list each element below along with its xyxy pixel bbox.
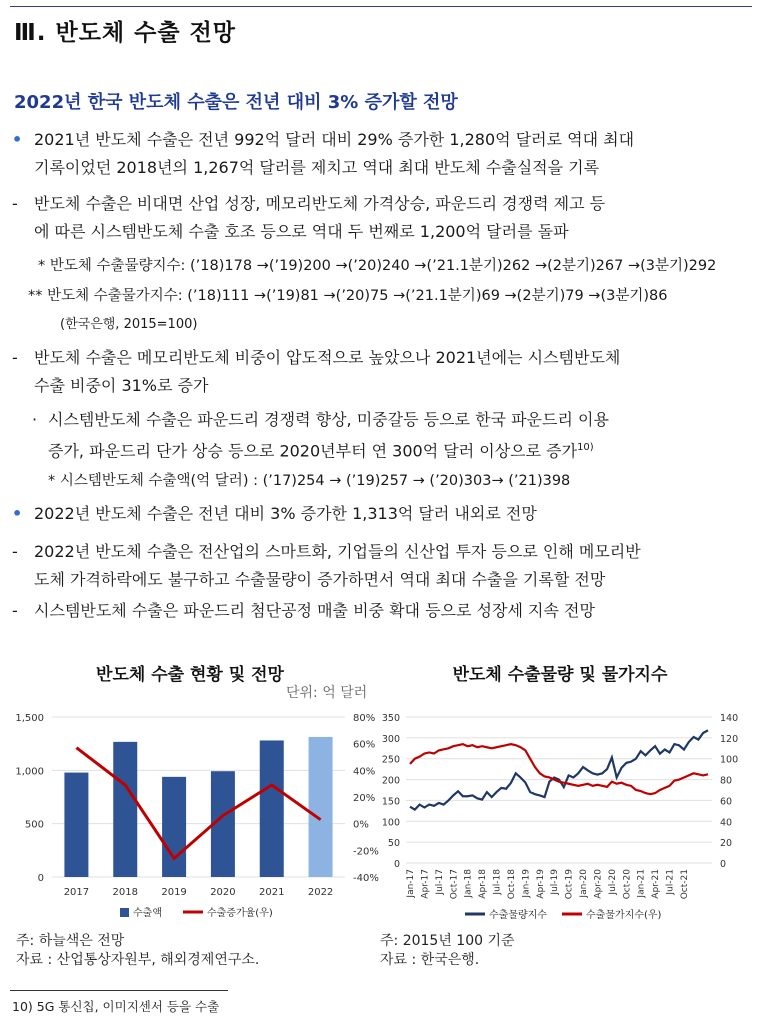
dash-paragraph-4 (12, 597, 764, 625)
chart1-legend-bar-label: 수출액 (133, 908, 162, 919)
chart2-ytick-right: 20 (720, 838, 733, 850)
chart2-xtick: Jul-17 (434, 869, 445, 895)
footnote: 10) 5G 통신칩, 이미지센서 등을 수출 (12, 999, 220, 1014)
bullet-paragraph-1 (12, 126, 764, 182)
chart2-xtick: Apr-19 (535, 869, 546, 899)
chart1-ytick-left: 0 (37, 873, 44, 884)
bullet-marker: • (12, 504, 23, 523)
chart2-xtick: Oct-18 (506, 869, 517, 900)
chart2-ytick-left: 100 (381, 817, 400, 829)
chart2-xtick: Jan-18 (463, 869, 474, 898)
chart1-ytick-right: 20% (353, 793, 376, 804)
chart2-xtick: Jan-20 (579, 869, 590, 898)
top-rule (10, 6, 752, 7)
chart2-ytick-left: 250 (381, 754, 400, 766)
chart2-note: 주: 2015년 100 기준 (380, 933, 515, 949)
note-index-base: (한국은행, 2015=100) (60, 317, 198, 332)
chart1-bar-2019 (162, 777, 186, 877)
chart2-ytick-left: 50 (387, 838, 400, 850)
dash-paragraph-3 (12, 538, 764, 594)
chart2-xtick: Jul-21 (665, 869, 676, 895)
chart1-legend-line-label: 수출증가율(우) (207, 908, 273, 919)
chart1-legend-bar-swatch (120, 908, 129, 917)
chart1-xtick: 2019 (161, 887, 187, 898)
chart2-ytick-left: 150 (381, 796, 400, 808)
text-line: 기록이었던 2018년의 1,267억 달러를 제치고 역대 최대 반도체 수출실적을 기록 (34, 158, 600, 177)
chart1-svg (0, 705, 385, 930)
note-export-price-index: ** 반도체 수출물가지수: (’18)111 →(’19)81 →(’20)75 →(’21.1분기)69 →(2분기)79 →(3분기)86 (28, 288, 668, 304)
dash-marker: - (12, 348, 18, 367)
chart2-title: 반도체 수출물량 및 물가지수 (452, 665, 668, 685)
chart2-ytick-left: 300 (381, 733, 400, 745)
chart2-legend-volume-label: 수출물량지수 (489, 910, 547, 921)
chart2-xtick: Oct-19 (564, 869, 575, 900)
chart2-ytick-right: 60 (720, 796, 733, 808)
chart1-bar-2018 (113, 742, 137, 877)
chart1-ytick-right: -40% (353, 873, 379, 884)
note-export-volume-index: * 반도체 수출물량지수: (’18)178 →(’19)200 →(’20)240 →(’21.1분기)262 →(2분기)267 →(3분기)292 (38, 258, 717, 274)
text-line: 에 따른 시스템반도체 수출 호조 등으로 역대 두 번째로 1,200억 달러를 돌파 (34, 222, 569, 241)
chart2-source (380, 932, 515, 970)
chart2-xtick: Jan-17 (406, 869, 416, 898)
text-line: 2021년 반도체 수출은 전년 992억 달러 대비 29% 증가한 1,280억 달러로 역대 최대 (34, 130, 635, 149)
dash-paragraph-1 (12, 190, 764, 246)
chart1-note: 주: 하늘색은 전망 (16, 933, 125, 949)
chart1-ytick-right: -20% (353, 846, 379, 858)
chart2-xtick: Jan-21 (636, 869, 647, 898)
chart2-xtick: Oct-21 (679, 869, 690, 900)
chart2-legend-price-label: 수출물가지수(우) (586, 910, 662, 921)
chart2-ytick-right: 40 (720, 817, 733, 829)
bullet-marker: • (12, 130, 23, 149)
chart2-source-text: 자료 : 한국은행. (380, 952, 480, 968)
chart2-xtick: Jul-18 (492, 869, 503, 895)
chart1-ytick-right: 0% (353, 819, 369, 831)
chart2-ytick-right: 100 (720, 754, 739, 766)
text-line: 시스템반도체 수출은 파운드리 첨단공정 매출 비중 확대 등으로 성장세 지속 전망 (34, 601, 595, 620)
chart1-ytick-right: 80% (353, 713, 376, 724)
dash-paragraph-2 (12, 344, 764, 400)
chart1-bar-2017 (64, 773, 88, 877)
chart1-bar-2021 (260, 740, 284, 877)
chart1-source (16, 932, 259, 970)
text-line (48, 434, 764, 465)
chart1-xtick: 2021 (259, 887, 285, 898)
chart1-xtick: 2022 (307, 887, 334, 898)
chart2-ytick-left: 350 (381, 713, 400, 724)
chart2-ytick-left: 200 (381, 775, 400, 787)
chart1-ytick-left: 1,000 (15, 766, 44, 778)
chart2-svg (370, 705, 770, 930)
chart2-ytick-right: 140 (720, 713, 739, 724)
dot-marker: · (32, 410, 38, 429)
footnote-rule (10, 990, 228, 991)
chart1-title: 반도체 수출 현황 및 전망 (96, 665, 284, 685)
chart1-source-text: 자료 : 산업통상자원부, 해외경제연구소. (16, 952, 260, 968)
dot-paragraph (32, 406, 764, 465)
text-line: 도체 가격하락에도 불구하고 수출물량이 증가하면서 역대 최대 수출을 기록할 전망 (34, 570, 606, 589)
chart1-ytick-right: 60% (353, 739, 376, 751)
chart1-xtick: 2020 (210, 887, 236, 898)
chart2-ytick-right: 120 (720, 733, 739, 745)
dash-marker: - (12, 542, 18, 561)
chart2-xtick: Apr-21 (651, 869, 662, 899)
dash-marker: - (12, 194, 18, 213)
text-line: 반도체 수출은 메모리반도체 비중이 압도적으로 높았으나 2021년에는 시스템반도체 (34, 348, 621, 367)
chart2-ytick-right: 0 (720, 859, 727, 870)
chart1-growth-line (76, 748, 320, 859)
chart2-xtick: Jul-20 (607, 869, 618, 895)
chart1-ytick-right: 40% (353, 766, 376, 778)
chart2-xtick: Jan-19 (521, 869, 532, 898)
text-line: 반도체 수출은 비대면 산업 성장, 메모리반도체 가격상승, 파운드리 경쟁력 제고 등 (34, 194, 606, 213)
chart2-xtick: Apr-17 (420, 869, 431, 899)
text-line: 수출 비중이 31%로 증가 (34, 376, 209, 395)
chart2-xtick: Oct-20 (622, 869, 633, 900)
chart1-xtick: 2017 (63, 887, 90, 898)
footnote-ref[interactable]: 10) (577, 442, 594, 453)
text-line: 2022년 반도체 수출은 전산업의 스마트화, 기업들의 신산업 투자 등으로 인해 메모리반 (34, 542, 641, 561)
note-system-semiconductor: * 시스템반도체 수출액(억 달러) : (’17)254 → (’19)257 → (’20)303→ (’21)398 (48, 473, 571, 489)
chart1-ytick-left: 1,500 (15, 713, 44, 724)
dash-marker: - (12, 601, 18, 620)
chart2-ytick-right: 80 (720, 775, 733, 787)
chart2-xtick: Jul-19 (550, 869, 561, 895)
chart2-ytick-left: 0 (393, 859, 400, 870)
text-line: 시스템반도체 수출은 파운드리 경쟁력 향상, 미중갈등 등으로 한국 파운드리 이용 (48, 410, 609, 429)
section-title: Ⅲ. 반도체 수출 전망 (14, 20, 237, 46)
text-line: 2022년 반도체 수출은 전년 대비 3% 증가한 1,313억 달러 내외로 전망 (34, 504, 537, 523)
chart2-volume-line (410, 730, 708, 809)
subheading: 2022년 한국 반도체 수출은 전년 대비 3% 증가할 전망 (14, 92, 458, 113)
bullet-paragraph-2 (12, 500, 764, 528)
chart1-xtick: 2018 (112, 887, 138, 898)
chart1-bar-2022 (309, 737, 333, 877)
chart2-xtick: Apr-18 (478, 869, 489, 899)
chart1-ytick-left: 500 (24, 819, 44, 831)
chart1-unit: 단위: 억 달러 (286, 685, 368, 701)
text-line-content: 증가, 파운드리 단가 상승 등으로 2020년부터 연 300억 달러 이상으로 증가 (48, 441, 578, 461)
chart2-xtick: Oct-17 (449, 869, 460, 900)
chart2-xtick: Apr-20 (593, 869, 604, 899)
